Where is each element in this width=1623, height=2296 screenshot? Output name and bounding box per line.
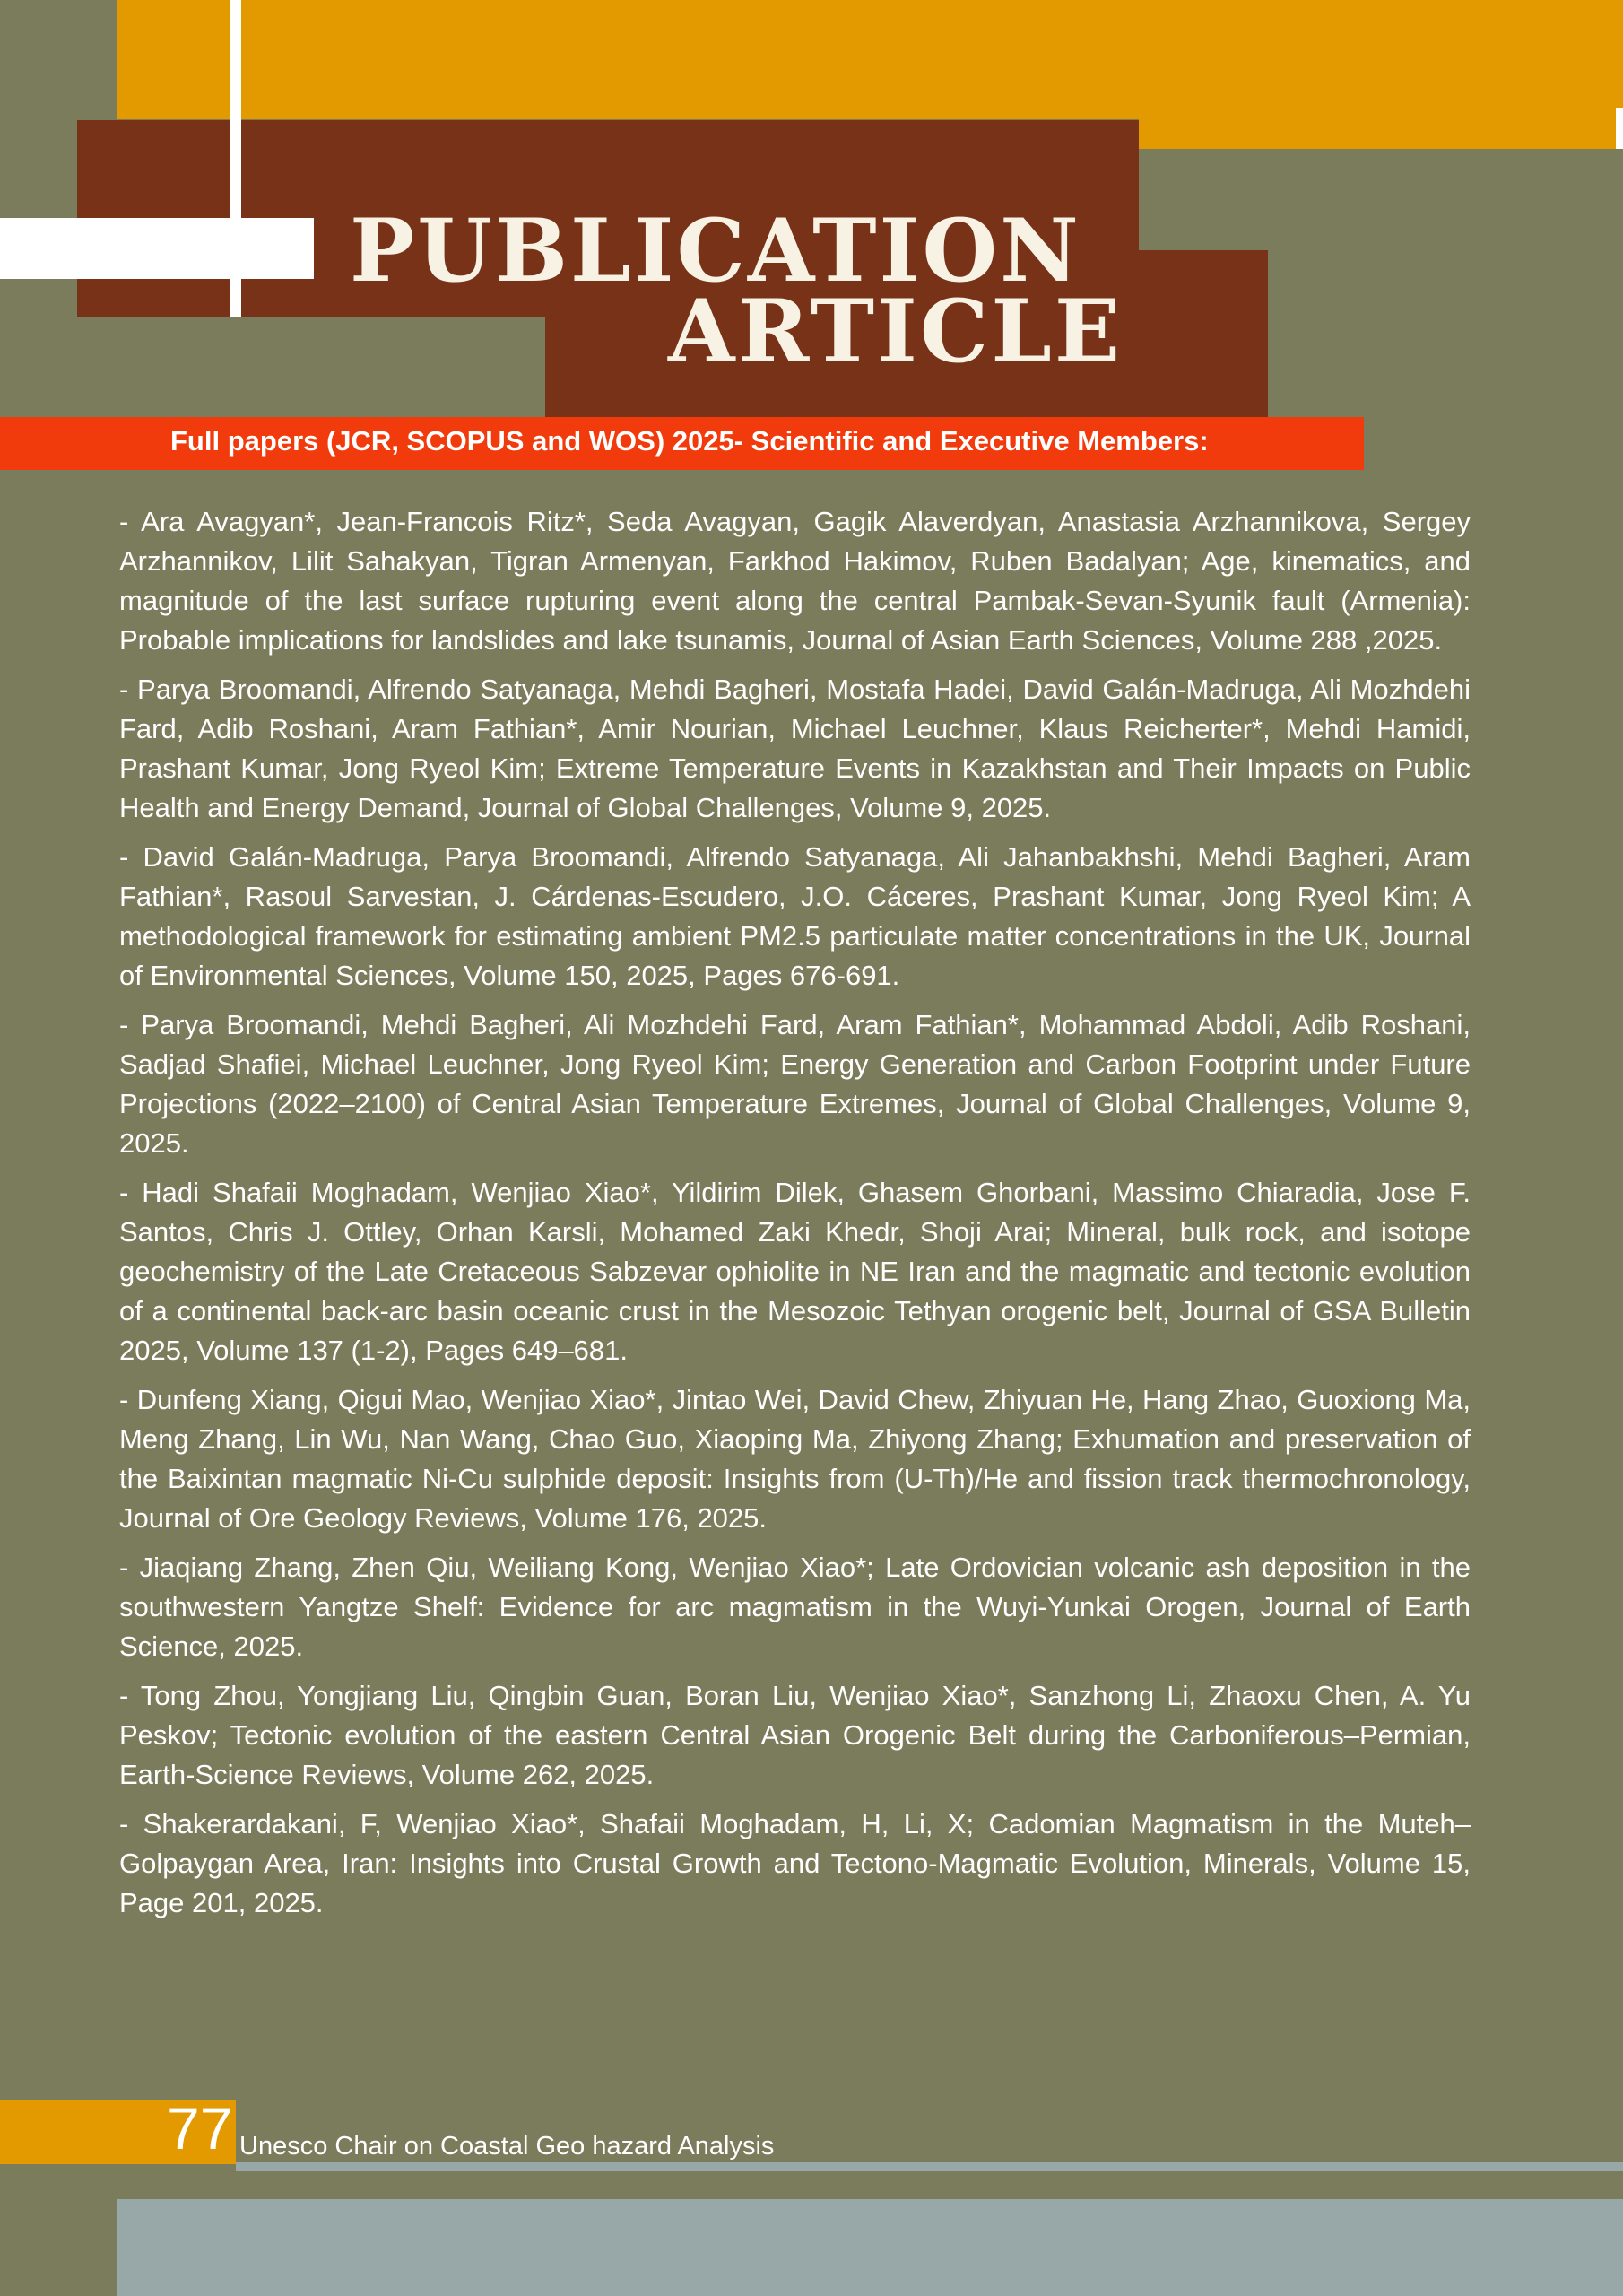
article-entry: - Parya Broomandi, Alfrendo Satyanaga, Mehdi Bagheri, Mostafa Hadei, David Galán-Madruga, Ali Mozhdehi Fard, Adib Roshani, Aram Fathian*, Amir Nourian, Michael Leuchner, Klaus Reicherter*, Mehdi Hamidi, Prashant Kumar, Jong Ryeol Kim; Extreme Temperature Events in Kazakhstan and Their Impacts on Public Health and Energy Demand, Journal of Global Challenges, Volume 9, 2025. bbox=[119, 674, 1471, 823]
article-entry: - Hadi Shafaii Moghadam, Wenjiao Xiao*, Yildirim Dilek, Ghasem Ghorbani, Massimo Chiaradia, Jose F. Santos, Chris J. Ottley, Orhan Karsli, Mohamed Zaki Khedr, Shoji Arai; Mineral, bulk rock, and isotope geochemistry of the Late Cretaceous Sabzevar ophiolite in NE Iran and the magmatic and tectonic evolution of a continental back-arc basin oceanic crust in the Mesozoic Tethyan orogenic belt, Journal of GSA Bulletin 2025, Volume 137 (1-2), Pages 649–681. bbox=[119, 1177, 1471, 1366]
article-entry: - Ara Avagyan*, Jean-Francois Ritz*, Seda Avagyan, Gagik Alaverdyan, Anastasia Arzhannikova, Sergey Arzhannikov, Lilit Sahakyan, Tigran Armenyan, Farkhod Hakimov, Ruben Badalyan; Age, kinematics, and magnitude of the last surface rupturing event along the central Pambak-Sevan-Syunik fault (Armenia): Probable implications for landslides and lake tsunamis, Journal of Asian Earth Sciences, Volume 288 ,2025. bbox=[119, 506, 1471, 656]
article-entry: - Jiaqiang Zhang, Zhen Qiu, Weiliang Kong, Wenjiao Xiao*; Late Ordovician volcanic ash deposition in the southwestern Yangtze Shelf: Evidence for arc magmatism in the Wuyi-Yunkai Orogen, Journal of Earth Science, 2025. bbox=[119, 1552, 1471, 1662]
page-number: 77 bbox=[167, 2095, 233, 2161]
footer-organization: Unesco Chair on Coastal Geo hazard Analysis bbox=[239, 2132, 775, 2161]
article-entry: - David Galán-Madruga, Parya Broomandi, Alfrendo Satyanaga, Ali Jahanbakhshi, Mehdi Bagheri, Aram Fathian*, Rasoul Sarvestan, J. Cárdenas-Escudero, J.O. Cáceres, Prashant Kumar, Jong Ryeol Kim; A methodological framework for estimating ambient PM2.5 particulate matter concentrations in the UK, Journal of Environmental Sciences, Volume 150, 2025, Pages 676-691. bbox=[119, 841, 1471, 991]
article-entry: - Parya Broomandi, Mehdi Bagheri, Ali Mozhdehi Fard, Aram Fathian*, Mohammad Abdoli, Adib Roshani, Sadjad Shafiei, Michael Leuchner, Jong Ryeol Kim; Energy Generation and Carbon Footprint under Future Projections (2022–2100) of Central Asian Temperature Extremes, Journal of Global Challenges, Volume 9, 2025. bbox=[119, 1009, 1471, 1159]
top-white-notch bbox=[1616, 108, 1623, 149]
top-orange-band-extension bbox=[1139, 119, 1623, 149]
top-orange-band bbox=[117, 0, 1623, 119]
footer-grey-band bbox=[117, 2199, 1623, 2296]
section-subtitle: Full papers (JCR, SCOPUS and WOS) 2025- Scientific and Executive Members: bbox=[170, 425, 1209, 457]
page-title-line-2: ARTICLE bbox=[668, 281, 1123, 382]
article-list bbox=[119, 502, 1471, 1933]
footer-divider bbox=[236, 2162, 1623, 2171]
article-entry: - Dunfeng Xiang, Qigui Mao, Wenjiao Xiao*, Jintao Wei, David Chew, Zhiyuan He, Hang Zhao, Guoxiong Ma, Meng Zhang, Lin Wu, Nan Wang, Chao Guo, Xiaoping Ma, Zhiyong Zhang; Exhumation and preservation of the Baixintan magmatic Ni-Cu sulphide deposit: Insights from (U-Th)/He and fission track thermochronology, Journal of Ore Geology Reviews, Volume 176, 2025. bbox=[119, 1384, 1471, 1534]
white-horizontal-stripe bbox=[0, 218, 314, 279]
article-entry: - Shakerardakani, F, Wenjiao Xiao*, Shafaii Moghadam, H, Li, X; Cadomian Magmatism in the Muteh–Golpaygan Area, Iran: Insights into Crustal Growth and Tectono-Magmatic Evolution, Minerals, Volume 15, Page 201, 2025. bbox=[119, 1808, 1471, 1918]
article-entry: - Tong Zhou, Yongjiang Liu, Qingbin Guan, Boran Liu, Wenjiao Xiao*, Sanzhong Li, Zhaoxu Chen, A. Yu Peskov; Tectonic evolution of the eastern Central Asian Orogenic Belt during the Carboniferous–Permian, Earth-Science Reviews, Volume 262, 2025. bbox=[119, 1680, 1471, 1790]
page-title-line-1: PUBLICATION bbox=[350, 200, 1081, 301]
